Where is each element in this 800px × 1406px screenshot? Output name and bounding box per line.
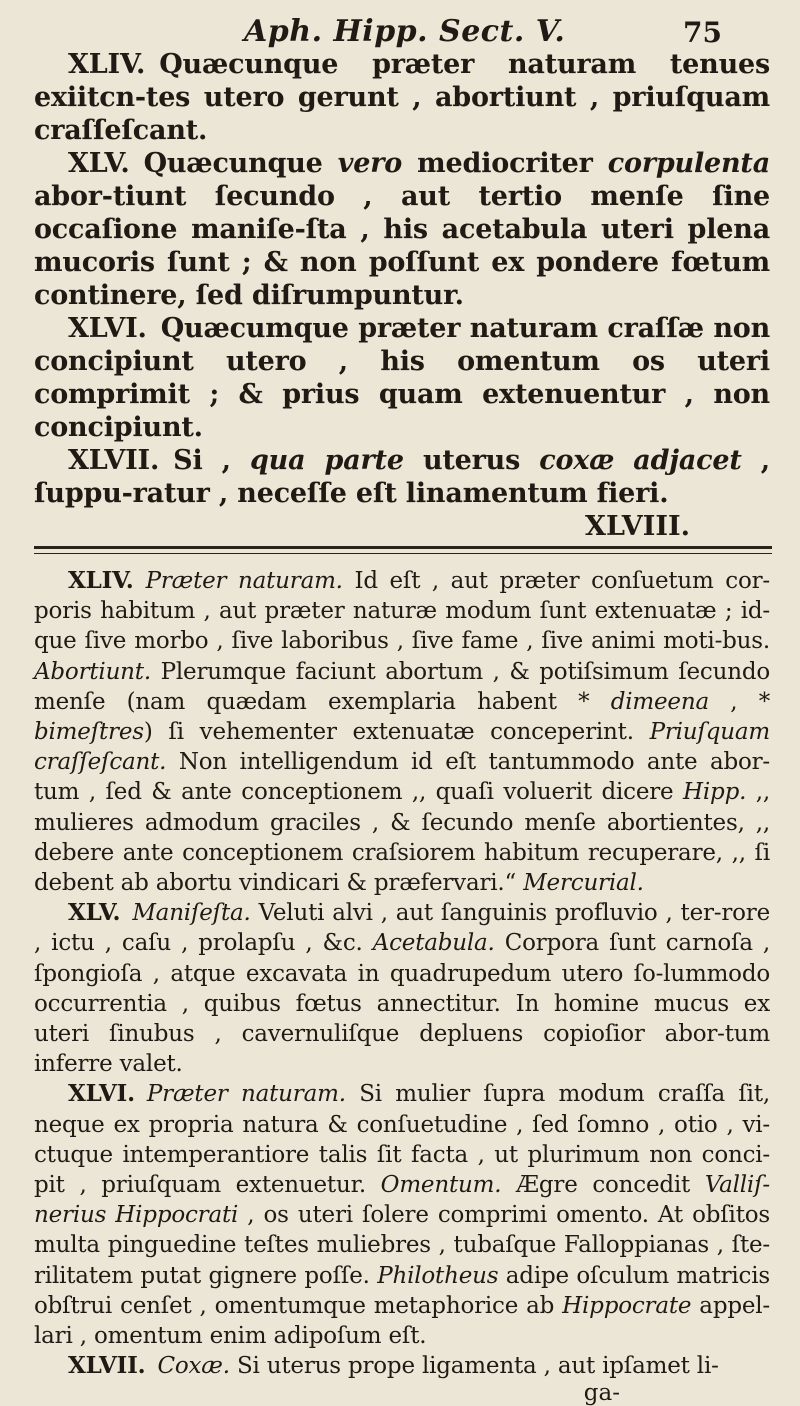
commentary-text: Plerumque faciunt abortum , & potiſsimum ſecundo menſe (nam quædam exemplaria habent * [34, 658, 770, 715]
aphorism-text: mediocriter [402, 148, 608, 179]
aphorism-italic: coxæ adjacet [539, 445, 742, 476]
commentary-italic: bimeſtres [34, 719, 144, 746]
commentary-lemma: Præter naturam. [146, 1081, 346, 1108]
running-title: Aph. Hipp. Sect. V. [244, 14, 566, 49]
catchword-bottom: ga- [583, 1380, 620, 1406]
commentary-text: Ægre concedit [501, 1172, 705, 1199]
commentary-lemma: Maniſeſta. [132, 900, 251, 927]
commentary-text: ) ſi vehementer extenuatæ conceperint. [143, 719, 650, 746]
aphorism-text: Quæcunque præter naturam tenues exiitcn-tes utero gerunt , abortiunt , priuſquam craſſeſcant. [34, 49, 770, 146]
commentary-text: ,, mulieres admodum graciles , & ſecundo menſe abortientes, ,, debere ante conceptionem craſsiorem habitum recuperare, ,, ſi debent ab abortu vindicari & præfervari.“ [34, 779, 770, 897]
aphorism-italic: vero [337, 148, 403, 179]
commentary-italic: dimeena [610, 688, 709, 715]
commentary-lemma: Omentum. [380, 1172, 502, 1199]
commentary-text: appel-lari , omentum enim adipoſum eſt. [34, 1292, 771, 1350]
commentary-number: XLIV. [68, 567, 134, 594]
page-header [34, 12, 770, 48]
commentary-44 [34, 566, 770, 898]
commentary-lemma: Priuſquam craſſeſcant. [34, 719, 770, 776]
commentary-italic: Hippocrate [562, 1292, 692, 1319]
aphorism-number: XLVII. [68, 445, 160, 476]
aphorism-text: Quæcumque præter naturam craſſæ non concipiunt utero , his omentum os uteri comprimit ; & prius quam extenuentur , non concipiunt. [34, 313, 770, 443]
commentary-lemma: Coxæ. [157, 1353, 230, 1380]
commentary-text: Non intelligendum id eſt tantummodo ante abor-tum , ſed & ante conceptionem ,, quaſi voluerit dicere [34, 749, 770, 806]
commentary-text: Id eſt , aut præter conſuetum cor-poris habitum , aut præter naturæ modum ſunt extenuatæ ; id-que ſive morbo , ſive laboribus , ſive fame , ſive animi moti-bus. [34, 568, 770, 655]
commentary-lemma: Præter naturam. [145, 568, 343, 594]
aphorism-number: XLVI. [68, 313, 147, 344]
commentary-text: Corpora ſunt carnoſa , ſpongioſa , atque excavata in quadrupedum utero ſo-lummodo occurrentia , quibus fœtus annectitur. In homine mucus ex uteri ſinubus , cavernuliſque depluens copioſior abor-tum inferre valet. [34, 930, 770, 1078]
page-number: 75 [683, 16, 722, 49]
aphorism-44 [34, 48, 770, 147]
aphorisms-block [34, 48, 770, 510]
commentary-text: , * [708, 688, 770, 715]
commentary-47 [34, 1351, 770, 1381]
commentary-block [34, 566, 770, 1381]
aphorism-46 [34, 312, 770, 444]
aphorism-italic: corpulenta [607, 148, 770, 179]
aphorism-number: XLIV. [68, 49, 146, 80]
commentary-45 [34, 898, 770, 1079]
commentary-text: Si mulier ſupra modum craſſa ſit, neque ex propria natura & conſuetudine , ſed ſomno , otio , vi-ctuque intemperantiore talis ſit facta , ut plurimum non conci-pit , priuſquam extenuetur. [34, 1081, 770, 1199]
commentary-lemma: Abortiunt. [34, 658, 151, 685]
commentary-number: XLVI. [68, 1080, 135, 1108]
aphorism-text: abor-tiunt ſecundo , aut tertio menſe ſine occaſione maniſe-ſta , his acetabula uteri plena mucoris ſunt ; & non poſſunt ex pondere fœtum continere, ſed diſrumpuntur. [34, 181, 770, 311]
commentary-text: , os uteri ſolere comprimi omento. At obſitos multa pinguedine teſtes muliebres , tubaſque Falloppianas , ſte-rilitatem putat gignere poſſe. [34, 1202, 770, 1289]
commentary-lemma: Acetabula. [372, 930, 495, 957]
aphorism-47 [34, 444, 770, 510]
aphorism-45 [34, 147, 770, 312]
aphorism-text: , ſuppu-ratur , neceſſe eſt linamentum fieri. [34, 445, 770, 509]
commentary-text: Si uterus prope ligamenta , aut ipſamet li- [229, 1353, 719, 1380]
aphorism-text: Quæcunque [143, 148, 338, 179]
catchword-next-aphorism: XLVIII. [585, 511, 690, 542]
commentary-46 [34, 1079, 770, 1351]
commentary-text: Veluti alvi , aut ſanguinis profluvio , ter-rore , ictu , caſu , prolapſu , &c. [34, 900, 770, 957]
section-rule [34, 546, 772, 554]
aphorism-number: XLV. [68, 148, 130, 179]
commentary-italic: Philotheus [377, 1262, 499, 1289]
commentary-text: adipe oſculum matricis obſtrui cenſet , omentumque metaphorice ab [34, 1262, 771, 1319]
commentary-number: XLVII. [68, 1352, 146, 1380]
aphorism-text: uterus [403, 445, 540, 476]
commentary-italic: Valliſ-nerius Hippocrati [34, 1172, 770, 1229]
aphorism-italic: qua parte [250, 445, 404, 476]
commentary-italic: Hipp. [683, 779, 747, 806]
commentary-citation: Mercurial. [523, 870, 644, 897]
commentary-number: XLV. [68, 899, 121, 927]
aphorism-text: Si , [173, 445, 250, 476]
